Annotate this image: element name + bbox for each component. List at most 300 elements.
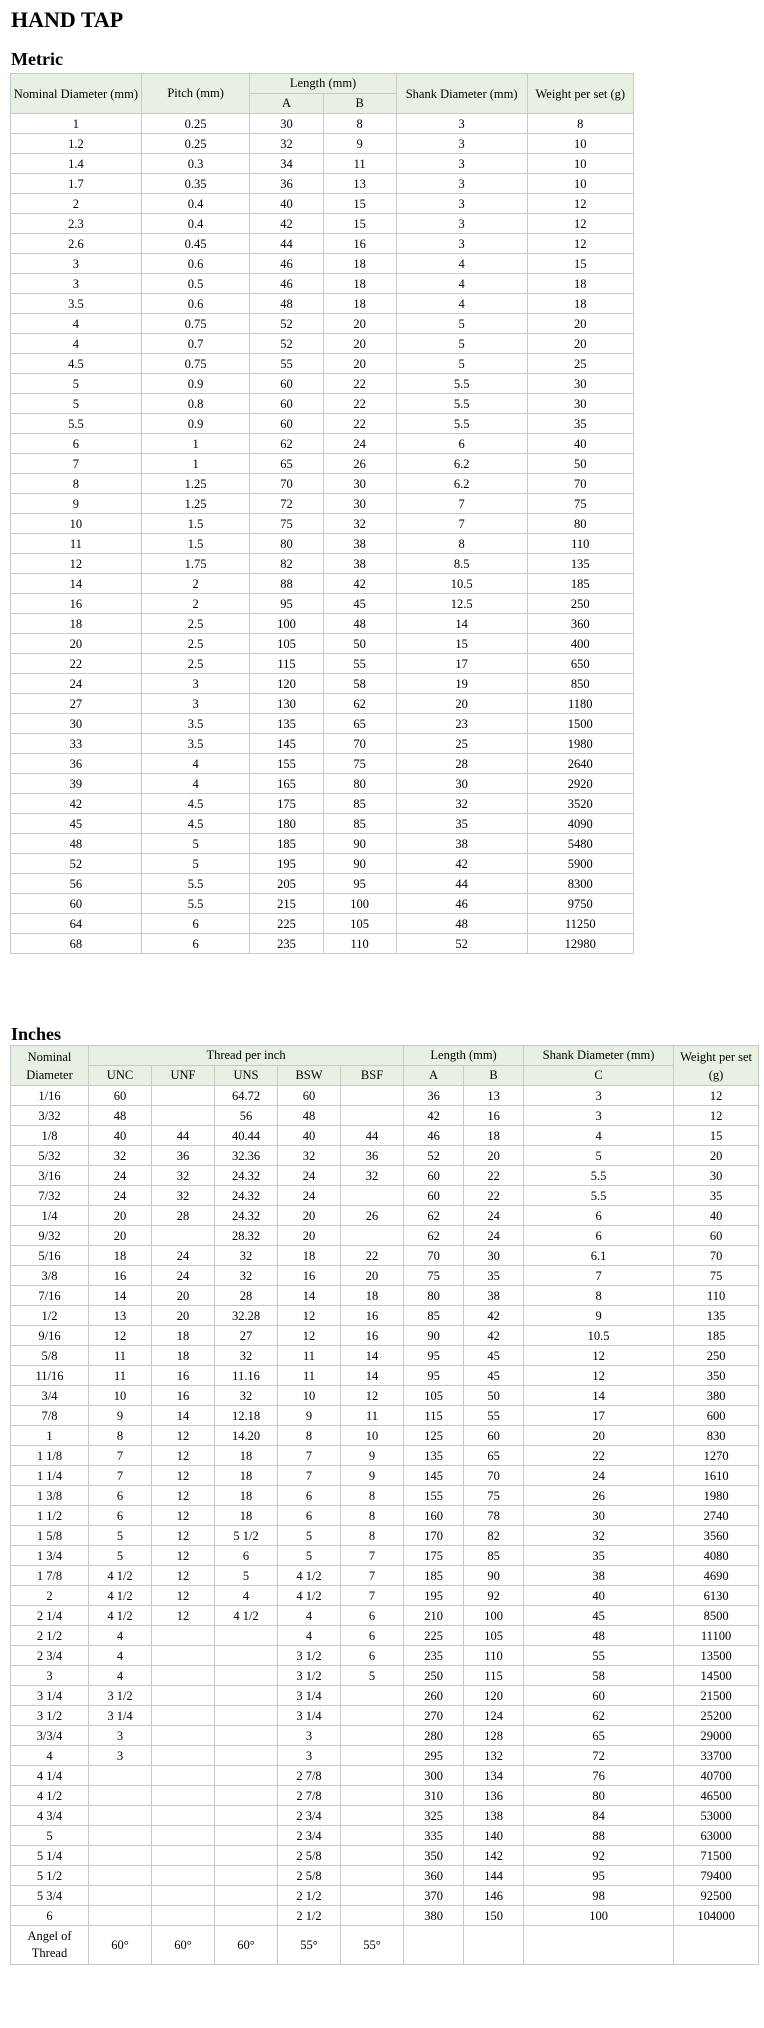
metric-table: [10, 73, 634, 954]
table-cell: 8: [323, 114, 396, 134]
table-cell: 26: [524, 1486, 674, 1506]
table-row: [11, 1666, 759, 1686]
table-cell: 18: [11, 614, 142, 634]
table-cell: 270: [404, 1706, 464, 1726]
table-cell: 3.5: [141, 734, 250, 754]
table-cell: 3: [396, 234, 527, 254]
table-cell: 4: [89, 1626, 152, 1646]
table-cell: 1 3/8: [11, 1486, 89, 1506]
table-row: [11, 1146, 759, 1166]
table-cell: 12: [152, 1586, 215, 1606]
table-cell: 5/8: [11, 1346, 89, 1366]
table-row: [11, 1626, 759, 1646]
table-cell: 280: [404, 1726, 464, 1746]
table-cell: 0.7: [141, 334, 250, 354]
table-cell: 42: [250, 214, 323, 234]
table-cell: 2 1/2: [11, 1626, 89, 1646]
table-cell: 36: [404, 1086, 464, 1106]
table-cell: 8: [11, 474, 142, 494]
table-cell: 104000: [674, 1906, 759, 1926]
table-cell: 92500: [674, 1886, 759, 1906]
table-cell: 18: [278, 1246, 341, 1266]
table-cell: 135: [527, 554, 633, 574]
table-cell: 7: [278, 1466, 341, 1486]
table-cell: 13: [89, 1306, 152, 1326]
table-cell: [152, 1746, 215, 1766]
table-row: [11, 354, 634, 374]
table-cell: [341, 1866, 404, 1886]
table-cell: 4 1/2: [11, 1786, 89, 1806]
table-row: [11, 1086, 759, 1106]
table-cell: 5.5: [141, 874, 250, 894]
table-cell: 75: [527, 494, 633, 514]
table-cell: 9: [524, 1306, 674, 1326]
table-row: [11, 254, 634, 274]
table-cell: 5.5: [524, 1186, 674, 1206]
header-bsw: BSW: [278, 1066, 341, 1086]
table-cell: 0.8: [141, 394, 250, 414]
table-cell: 325: [404, 1806, 464, 1826]
table-cell: 4: [89, 1666, 152, 1686]
table-cell: 82: [464, 1526, 524, 1546]
table-cell: 15: [674, 1126, 759, 1146]
table-cell: 3/16: [11, 1166, 89, 1186]
table-cell: 3: [396, 174, 527, 194]
table-cell: 0.6: [141, 294, 250, 314]
table-cell: 850: [527, 674, 633, 694]
table-cell: 5900: [527, 854, 633, 874]
header-length-a: A: [404, 1066, 464, 1086]
table-cell: 5: [215, 1566, 278, 1586]
table-cell: 5: [11, 1826, 89, 1846]
table-cell: 350: [674, 1366, 759, 1386]
table-cell: 400: [527, 634, 633, 654]
table-cell: 2920: [527, 774, 633, 794]
table-cell: 1.4: [11, 154, 142, 174]
table-cell: 12: [152, 1486, 215, 1506]
table-row: [11, 1106, 759, 1126]
table-cell: 12: [89, 1326, 152, 1346]
table-cell: 60: [250, 394, 323, 414]
table-cell: 3: [11, 274, 142, 294]
table-cell: 128: [464, 1726, 524, 1746]
table-row: [11, 894, 634, 914]
table-cell: 12.18: [215, 1406, 278, 1426]
table-cell: 7: [278, 1446, 341, 1466]
table-cell: 11: [89, 1346, 152, 1366]
table-cell: [89, 1786, 152, 1806]
table-cell: 115: [404, 1406, 464, 1426]
table-cell: 1 1/8: [11, 1446, 89, 1466]
table-cell: 4: [524, 1126, 674, 1146]
table-cell: 100: [524, 1906, 674, 1926]
table-cell: 140: [464, 1826, 524, 1846]
table-cell: 1.7: [11, 174, 142, 194]
table-cell: 75: [250, 514, 323, 534]
table-cell: 30: [323, 474, 396, 494]
table-cell: 7: [89, 1446, 152, 1466]
table-cell: 380: [674, 1386, 759, 1406]
table-cell: 12: [152, 1606, 215, 1626]
table-cell: 20: [89, 1206, 152, 1226]
table-cell: 3.5: [141, 714, 250, 734]
table-cell: 180: [250, 814, 323, 834]
table-cell: 24: [89, 1186, 152, 1206]
table-row: [11, 634, 634, 654]
table-cell: 210: [404, 1606, 464, 1626]
table-cell: 82: [250, 554, 323, 574]
table-cell: 44: [152, 1126, 215, 1146]
table-cell: [341, 1846, 404, 1866]
table-cell: 175: [250, 794, 323, 814]
table-cell: 18: [152, 1346, 215, 1366]
table-cell: 3520: [527, 794, 633, 814]
header-length-a: A: [250, 94, 323, 114]
table-cell: 46500: [674, 1786, 759, 1806]
table-row: [11, 134, 634, 154]
table-cell: 105: [323, 914, 396, 934]
table-cell: 4: [396, 294, 527, 314]
table-cell: 32: [152, 1166, 215, 1186]
header-weight-per-set: Weight per set (g): [527, 74, 633, 114]
table-cell: 3 1/2: [278, 1646, 341, 1666]
table-cell: 2 1/2: [278, 1886, 341, 1906]
table-cell: 20: [11, 634, 142, 654]
table-cell: 40: [674, 1206, 759, 1226]
table-cell: 1.25: [141, 474, 250, 494]
table-row: [11, 454, 634, 474]
table-cell: 370: [404, 1886, 464, 1906]
table-cell: 65: [323, 714, 396, 734]
table-cell: 18: [152, 1326, 215, 1346]
table-cell: 80: [404, 1286, 464, 1306]
table-row: [11, 914, 634, 934]
table-cell: 17: [524, 1406, 674, 1426]
table-cell: 53000: [674, 1806, 759, 1826]
table-cell: 11250: [527, 914, 633, 934]
table-cell: 830: [674, 1426, 759, 1446]
table-cell: 142: [464, 1846, 524, 1866]
table-cell: 12: [278, 1306, 341, 1326]
table-cell: 48: [323, 614, 396, 634]
table-cell: 2.3: [11, 214, 142, 234]
table-row: [11, 794, 634, 814]
table-cell: 3: [396, 154, 527, 174]
table-cell: [89, 1766, 152, 1786]
table-cell: 350: [404, 1846, 464, 1866]
table-cell: 1 1/4: [11, 1466, 89, 1486]
table-cell: 60: [404, 1186, 464, 1206]
table-row: [11, 474, 634, 494]
table-cell: 45: [464, 1346, 524, 1366]
table-cell: 165: [250, 774, 323, 794]
table-cell: 68: [11, 934, 142, 954]
table-cell: 60°: [215, 1926, 278, 1965]
table-cell: 2 3/4: [11, 1646, 89, 1666]
table-cell: [404, 1926, 464, 1965]
table-cell: 88: [250, 574, 323, 594]
table-cell: 20: [278, 1206, 341, 1226]
table-cell: 145: [404, 1466, 464, 1486]
header-uns: UNS: [215, 1066, 278, 1086]
table-cell: [215, 1686, 278, 1706]
table-row: [11, 654, 634, 674]
table-cell: 65: [250, 454, 323, 474]
angle-of-thread-row: [11, 1926, 759, 1965]
table-cell: 36: [152, 1146, 215, 1166]
table-cell: 55: [524, 1646, 674, 1666]
header-shank-c: C: [524, 1066, 674, 1086]
angle-of-thread-label: Angel of Thread: [11, 1926, 89, 1965]
table-cell: 14: [152, 1406, 215, 1426]
table-cell: [341, 1706, 404, 1726]
table-cell: 1.5: [141, 534, 250, 554]
table-row: [11, 1586, 759, 1606]
table-cell: 30: [464, 1246, 524, 1266]
table-cell: 9: [89, 1406, 152, 1426]
table-cell: 32: [215, 1346, 278, 1366]
table-cell: 4: [141, 754, 250, 774]
table-row: [11, 1726, 759, 1746]
table-cell: 360: [404, 1866, 464, 1886]
table-row: [11, 1406, 759, 1426]
table-cell: 12: [674, 1086, 759, 1106]
table-cell: 2.5: [141, 614, 250, 634]
table-cell: 1: [141, 434, 250, 454]
table-row: [11, 1126, 759, 1146]
table-cell: [152, 1846, 215, 1866]
table-cell: 10.5: [524, 1326, 674, 1346]
table-cell: 11100: [674, 1626, 759, 1646]
table-cell: 11: [11, 534, 142, 554]
table-cell: [152, 1086, 215, 1106]
header-length-b: B: [464, 1066, 524, 1086]
header-length-b: B: [323, 94, 396, 114]
table-cell: 12980: [527, 934, 633, 954]
table-cell: 11: [341, 1406, 404, 1426]
table-row: [11, 374, 634, 394]
table-cell: 1: [11, 1426, 89, 1446]
table-cell: 10: [527, 154, 633, 174]
table-cell: 2 3/4: [278, 1826, 341, 1846]
table-cell: 75: [404, 1266, 464, 1286]
table-cell: 3 1/2: [11, 1706, 89, 1726]
table-cell: 24: [278, 1186, 341, 1206]
table-cell: 60: [89, 1086, 152, 1106]
table-cell: 12: [152, 1546, 215, 1566]
table-cell: [215, 1806, 278, 1826]
table-cell: 52: [404, 1146, 464, 1166]
table-cell: 195: [250, 854, 323, 874]
table-cell: 650: [527, 654, 633, 674]
table-cell: 250: [404, 1666, 464, 1686]
table-cell: [524, 1926, 674, 1965]
table-cell: 95: [404, 1346, 464, 1366]
table-cell: 3: [396, 134, 527, 154]
table-row: [11, 1326, 759, 1346]
table-cell: [215, 1846, 278, 1866]
table-cell: 20: [152, 1286, 215, 1306]
table-cell: 10: [527, 134, 633, 154]
table-cell: 144: [464, 1866, 524, 1886]
table-cell: 25: [527, 354, 633, 374]
table-cell: 1 3/4: [11, 1546, 89, 1566]
table-row: [11, 494, 634, 514]
table-cell: 38: [464, 1286, 524, 1306]
table-cell: 0.35: [141, 174, 250, 194]
table-cell: 7: [524, 1266, 674, 1286]
table-cell: 6: [11, 1906, 89, 1926]
table-cell: 70: [250, 474, 323, 494]
table-cell: [341, 1806, 404, 1826]
table-cell: 84: [524, 1806, 674, 1826]
table-cell: 75: [674, 1266, 759, 1286]
table-cell: 63000: [674, 1826, 759, 1846]
table-cell: 4 1/4: [11, 1766, 89, 1786]
table-cell: 5.5: [396, 414, 527, 434]
table-cell: 6: [141, 934, 250, 954]
table-cell: 3: [396, 214, 527, 234]
table-cell: [215, 1786, 278, 1806]
table-cell: 62: [323, 694, 396, 714]
table-cell: 14: [89, 1286, 152, 1306]
table-cell: [89, 1866, 152, 1886]
table-cell: 7: [341, 1586, 404, 1606]
table-cell: 9750: [527, 894, 633, 914]
table-row: [11, 1526, 759, 1546]
table-cell: 0.25: [141, 114, 250, 134]
table-cell: 30: [527, 374, 633, 394]
table-row: [11, 614, 634, 634]
table-cell: 8300: [527, 874, 633, 894]
table-cell: 48: [11, 834, 142, 854]
header-pitch: Pitch (mm): [141, 74, 250, 114]
table-cell: 26: [323, 454, 396, 474]
table-cell: 50: [464, 1386, 524, 1406]
table-cell: 24.32: [215, 1186, 278, 1206]
table-cell: 1980: [527, 734, 633, 754]
table-cell: 1: [11, 114, 142, 134]
table-cell: 14500: [674, 1666, 759, 1686]
table-cell: 11.16: [215, 1366, 278, 1386]
header-weight-per-set: Weight per set (g): [674, 1046, 759, 1086]
table-cell: 50: [527, 454, 633, 474]
table-cell: 124: [464, 1706, 524, 1726]
table-row: [11, 1806, 759, 1826]
table-cell: 24: [524, 1466, 674, 1486]
table-cell: 16: [152, 1386, 215, 1406]
table-row: [11, 1486, 759, 1506]
table-cell: 40700: [674, 1766, 759, 1786]
table-cell: 12: [524, 1346, 674, 1366]
table-cell: 22: [464, 1186, 524, 1206]
table-cell: [341, 1766, 404, 1786]
table-cell: 6: [396, 434, 527, 454]
table-cell: 9: [341, 1466, 404, 1486]
table-cell: 85: [323, 814, 396, 834]
table-cell: 95: [250, 594, 323, 614]
table-cell: 28: [215, 1286, 278, 1306]
table-cell: [341, 1186, 404, 1206]
table-row: [11, 1226, 759, 1246]
table-cell: 92: [464, 1586, 524, 1606]
table-cell: 30: [674, 1166, 759, 1186]
table-cell: 5.5: [141, 894, 250, 914]
table-row: [11, 594, 634, 614]
table-row: [11, 834, 634, 854]
table-cell: 44: [396, 874, 527, 894]
table-cell: 28: [152, 1206, 215, 1226]
table-cell: [341, 1826, 404, 1846]
table-row: [11, 574, 634, 594]
table-cell: 7: [11, 454, 142, 474]
table-cell: 155: [404, 1486, 464, 1506]
table-cell: 40: [527, 434, 633, 454]
table-cell: 12: [152, 1526, 215, 1546]
table-cell: 3 1/4: [278, 1706, 341, 1726]
table-cell: 62: [404, 1226, 464, 1246]
table-cell: 3: [89, 1726, 152, 1746]
table-cell: 72: [250, 494, 323, 514]
table-cell: 1.2: [11, 134, 142, 154]
table-cell: [152, 1646, 215, 1666]
table-cell: 22: [11, 654, 142, 674]
table-row: [11, 154, 634, 174]
table-cell: [152, 1726, 215, 1746]
table-cell: 56: [11, 874, 142, 894]
table-cell: 100: [250, 614, 323, 634]
table-cell: 24: [152, 1246, 215, 1266]
table-cell: 1270: [674, 1446, 759, 1466]
table-cell: 185: [250, 834, 323, 854]
table-cell: 4: [215, 1586, 278, 1606]
table-cell: 1 1/2: [11, 1506, 89, 1526]
table-cell: 88: [524, 1826, 674, 1846]
table-cell: 3 1/2: [89, 1686, 152, 1706]
header-shank-diameter: Shank Diameter (mm): [524, 1046, 674, 1066]
header-unf: UNF: [152, 1066, 215, 1086]
table-cell: 27: [215, 1326, 278, 1346]
table-cell: [341, 1086, 404, 1106]
table-cell: [215, 1886, 278, 1906]
table-cell: 2: [11, 1586, 89, 1606]
table-cell: 1.25: [141, 494, 250, 514]
table-cell: 110: [323, 934, 396, 954]
table-cell: 55: [250, 354, 323, 374]
table-cell: 136: [464, 1786, 524, 1806]
table-cell: 1180: [527, 694, 633, 714]
table-cell: 5: [11, 374, 142, 394]
table-cell: 3/3/4: [11, 1726, 89, 1746]
table-cell: 60: [250, 414, 323, 434]
table-cell: 105: [464, 1626, 524, 1646]
table-cell: 5: [141, 834, 250, 854]
table-cell: 16: [278, 1266, 341, 1286]
table-cell: 8: [524, 1286, 674, 1306]
table-row: [11, 754, 634, 774]
table-cell: 24.32: [215, 1166, 278, 1186]
table-cell: 62: [404, 1206, 464, 1226]
table-cell: 3: [11, 254, 142, 274]
table-cell: 40: [250, 194, 323, 214]
table-row: [11, 734, 634, 754]
table-row: [11, 774, 634, 794]
table-cell: 115: [250, 654, 323, 674]
table-cell: 235: [250, 934, 323, 954]
table-cell: 5: [11, 394, 142, 414]
table-cell: 1/2: [11, 1306, 89, 1326]
table-cell: [215, 1746, 278, 1766]
